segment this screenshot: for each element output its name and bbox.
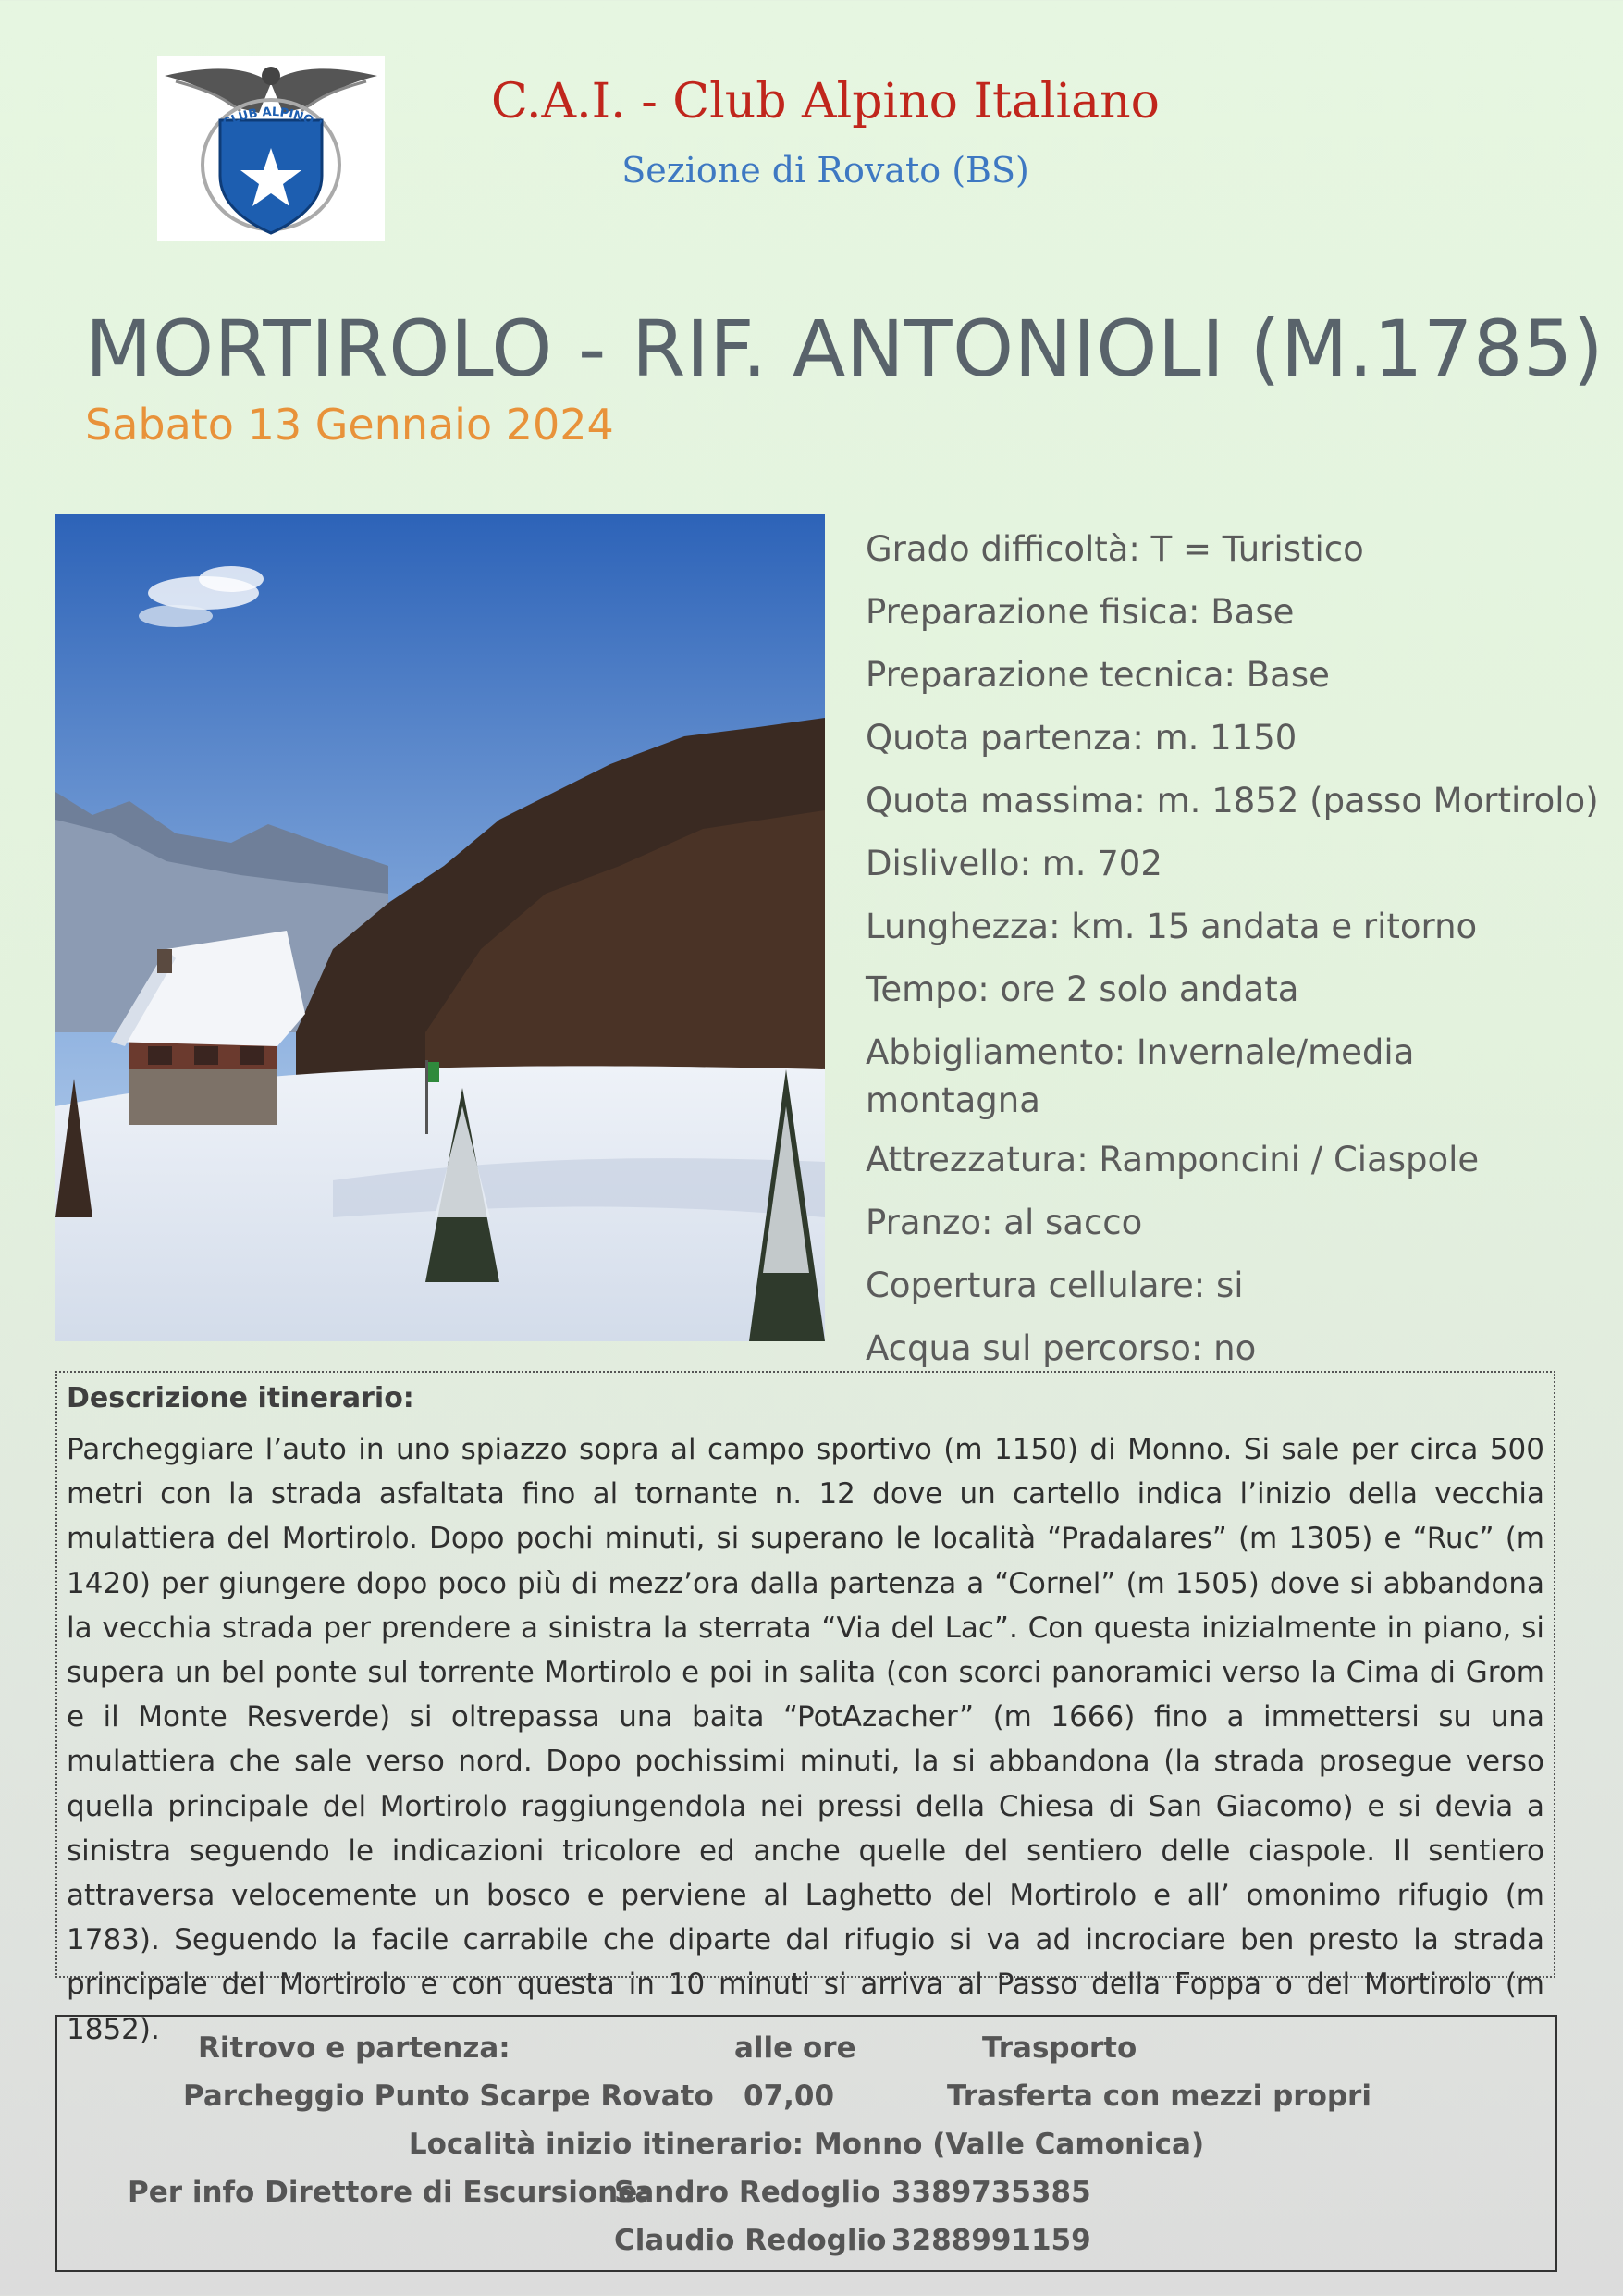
detail-cell-coverage: Copertura cellulare: si	[866, 1265, 1244, 1305]
refuge-photo	[55, 514, 825, 1341]
logo-text: CLUB ALPINO I	[220, 105, 325, 133]
detail-max-altitude: Quota massima: m. 1852 (passo Mortirolo)	[866, 781, 1599, 821]
info-label: Per info Direttore di Escursione:	[128, 2176, 649, 2209]
event-date: Sabato 13 Gennaio 2024	[85, 400, 614, 450]
transport-value: Trasferta con mezzi propri	[947, 2080, 1371, 2113]
detail-physical-prep: Preparazione fisica: Base	[866, 592, 1295, 632]
contact-phone: 3288991159	[891, 2224, 1091, 2257]
meeting-label: Ritrovo e partenza:	[198, 2031, 510, 2065]
itinerary-box	[55, 1371, 1555, 2046]
detail-equipment: Attrezzatura: Ramponcini / Ciaspole	[866, 1140, 1480, 1179]
detail-water: Acqua sul percorso: no	[866, 1328, 1257, 1368]
detail-elevation-gain: Dislivello: m. 702	[866, 844, 1162, 883]
time-label: alle ore	[734, 2031, 856, 2065]
itinerary-heading: Descrizione itinerario:	[67, 1382, 414, 1414]
org-title: C.A.I. - Club Alpino Italiano	[491, 74, 1160, 130]
start-location: Località inizio itinerario: Monno (Valle Camonica)	[408, 2128, 1205, 2161]
trip-details	[866, 518, 1599, 1380]
detail-start-altitude: Quota partenza: m. 1150	[866, 718, 1297, 758]
logistics-box	[55, 2015, 1557, 2272]
meeting-place: Parcheggio Punto Scarpe Rovato	[183, 2080, 714, 2113]
itinerary-text: Parcheggiare l’auto in uno spiazzo sopra al campo sportivo (m 1150) di Monno. Si sale per circa 500 metri con la strada asfaltata fino al tornante n. 12 dove un cartello indica l’inizio della vecchia mulattiera del Mortirolo. Dopo pochi minuti, si superano le località “Pradalares” (m 1305) e “Ruc” (m 1420) per giungere dopo poco più di mezz’ora dalla partenza a “Cornel” (m 1505) dove si abbandona la vecchia strada per prendere a sinistra la sterrata “Via del Lac”. Con questa inizialmente in piano, si supera un bel ponte sul torrente Mortirolo e poi in salita (con scorci panoramici verso la Cima di Grom e il Monte Resverde) si oltrepassa una baita “PotAzacher” (m 1666) fino a immettersi su una mulattiera che sale verso nord. Dopo pochissimi minuti, la si abbandona (la strada prosegue verso quella principale del Mortirolo raggiungendola nei pressi della Chiesa di San Giacomo) e si devia a sinistra seguendo le indicazioni tricolore ed anche quelle del sentiero delle ciaspole. Il sentiero attraversa velocemente un bosco e perviene al Laghetto del Mortirolo e all’ omonimo rifugio (m 1783). Seguendo la facile carrabile che diparte dal rifugio si va ad incrociare ben presto la strada principale del Mortirolo e con questa in 10 minuti si arriva al Passo della Foppa o del Mortirolo (m 1852).	[67, 1433, 1544, 2046]
detail-length: Lunghezza: km. 15 andata e ritorno	[866, 907, 1478, 946]
detail-clothing: Abbigliamento: Invernale/media montagna	[866, 1032, 1415, 1120]
detail-lunch: Pranzo: al sacco	[866, 1203, 1143, 1242]
detail-technical-prep: Preparazione tecnica: Base	[866, 655, 1330, 695]
contact-name: Sandro Redoglio	[614, 2176, 881, 2209]
transport-label: Trasporto	[982, 2031, 1137, 2065]
section-name: Sezione di Rovato (BS)	[621, 150, 1029, 191]
meeting-time: 07,00	[744, 2080, 835, 2113]
detail-time: Tempo: ore 2 solo andata	[866, 969, 1299, 1009]
contact-name: Claudio Redoglio	[614, 2224, 887, 2257]
detail-difficulty: Grado difficoltà: T = Turistico	[866, 529, 1364, 569]
event-title: MORTIROLO - RIF. ANTONIOLI (M.1785)	[85, 303, 1605, 394]
contact-phone: 3389735385	[891, 2176, 1091, 2209]
